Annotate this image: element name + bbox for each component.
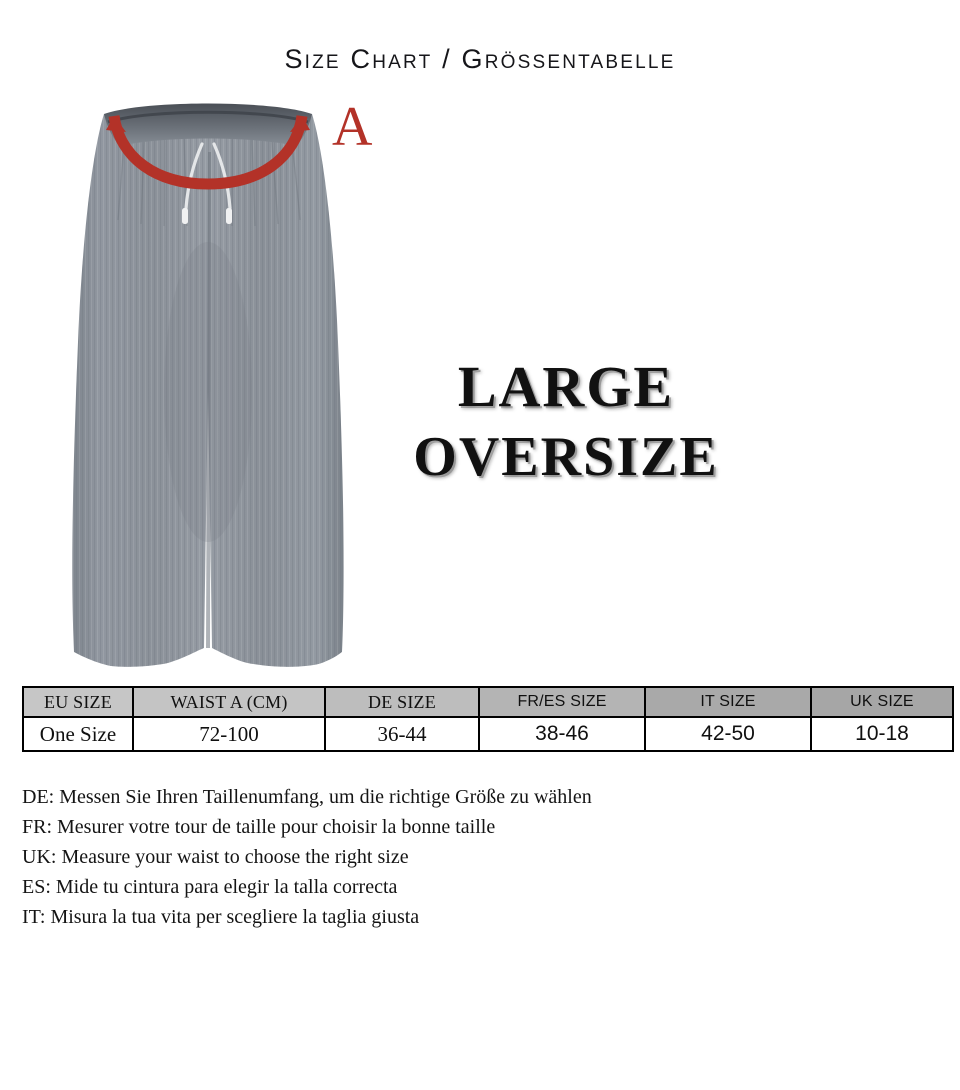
table-header-fr-es-size: FR/ES SIZE: [479, 687, 645, 717]
cell-de-size: 36-44: [325, 717, 479, 751]
instruction-de: DE: Messen Sie Ihren Taillenumfang, um die richtige Größe zu wählen: [22, 786, 592, 808]
product-image: [52, 92, 364, 672]
table-header-uk-size: UK SIZE: [811, 687, 953, 717]
measure-point-label-a: A: [332, 96, 373, 158]
size-emphasis-line-1: LARGE: [457, 354, 675, 419]
instruction-it: IT: Misura la tua vita per scegliere la taglia giusta: [22, 906, 420, 928]
cell-eu-size: One Size: [23, 717, 133, 751]
instruction-fr: FR: Mesurer votre tour de taille pour choisir la bonne taille: [22, 816, 496, 838]
measurement-instructions: [22, 782, 922, 932]
cell-it-size: 42-50: [645, 717, 811, 751]
wide-leg-trousers-icon: [52, 92, 364, 672]
cell-fr-es-size: 38-46: [479, 717, 645, 751]
size-emphasis-line-2: OVERSIZE: [413, 425, 719, 488]
cell-waist-a: 72-100: [133, 717, 325, 751]
table-header-de-size: DE SIZE: [325, 687, 479, 717]
instruction-uk: UK: Measure your waist to choose the right size: [22, 846, 409, 868]
page-title: Size Chart / Grössentabelle: [284, 44, 676, 74]
cell-uk-size: 10-18: [811, 717, 953, 751]
size-emphasis-block: [370, 352, 762, 491]
size-chart-table: [22, 686, 954, 752]
table-header-row: [23, 687, 953, 717]
table-row: [23, 717, 953, 751]
table-header-waist-a: WAIST A (CM): [133, 687, 325, 717]
table-header-it-size: IT SIZE: [645, 687, 811, 717]
instruction-es: ES: Mide tu cintura para elegir la talla correcta: [22, 876, 398, 898]
table-header-eu-size: EU SIZE: [23, 687, 133, 717]
